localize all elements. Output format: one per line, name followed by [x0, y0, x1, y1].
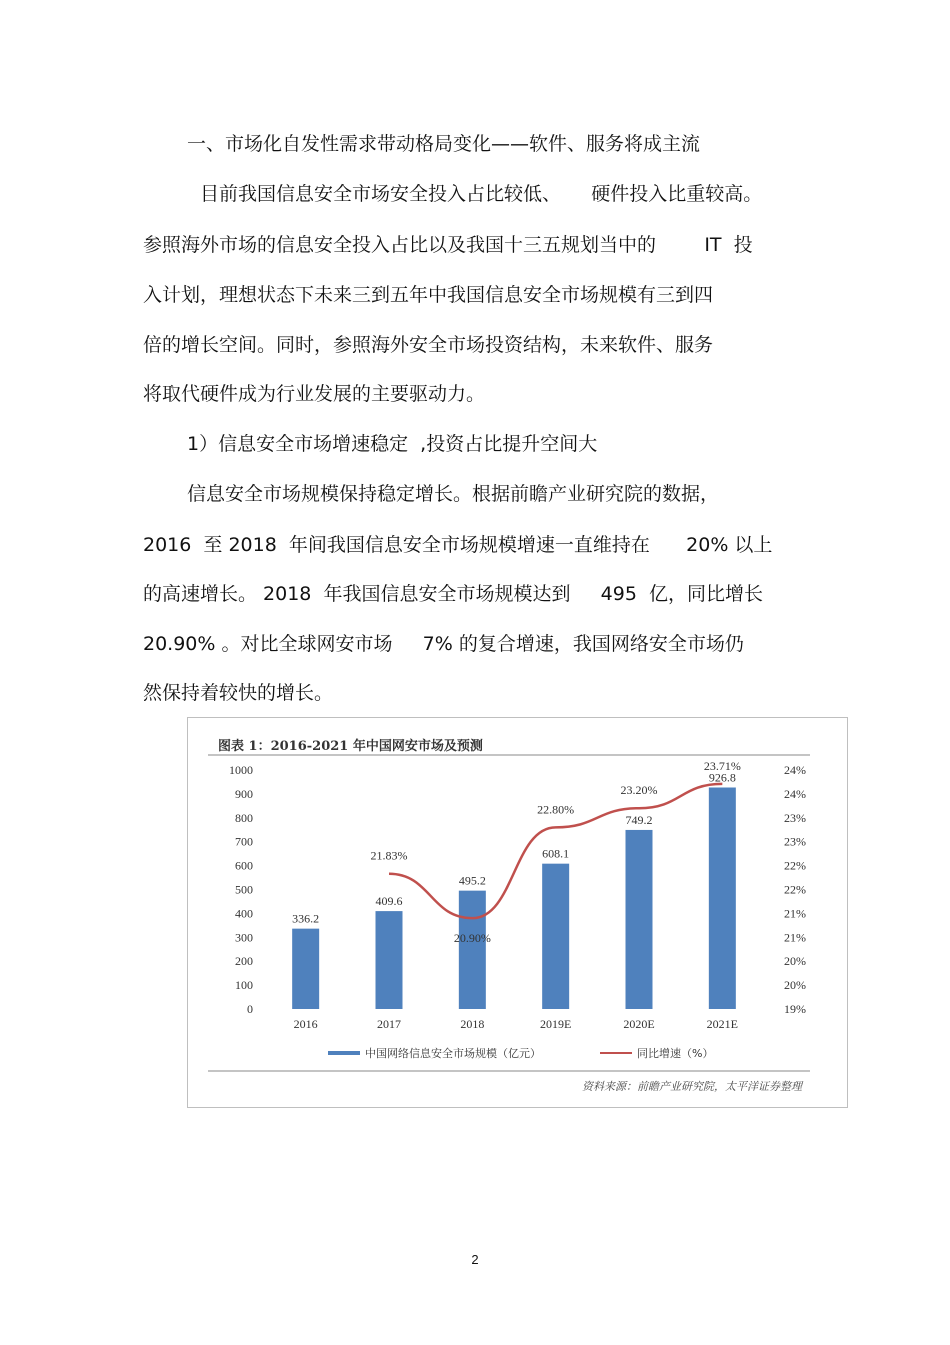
x-axis — [294, 1017, 738, 1031]
line-data-label: 23.20% — [620, 783, 658, 798]
y-right-tick-label: 22% — [784, 858, 806, 873]
y-right-tick-label: 24% — [784, 763, 806, 777]
left-axis — [229, 763, 253, 1016]
paragraph-2-line-2: 2016 至 2018 年间我国信息安全市场规模增速一直维持在 20% 以上 — [143, 534, 773, 556]
x-tick-label: 2016 — [293, 1017, 318, 1031]
y-left-tick-label: 700 — [235, 834, 253, 849]
line-data-label: 21.83% — [370, 848, 408, 863]
paragraph-2-line-3: 的高速增长。 2018 年我国信息安全市场规模达到 495 亿，同比增长 — [143, 583, 764, 605]
bar-data-label: 749.2 — [625, 812, 653, 827]
y-left-tick-label: 500 — [235, 882, 253, 897]
paragraph-2-line-4: 20.90% 。对比全球网安市场 7% 的复合增速，我国网络安全市场仍 — [143, 633, 744, 655]
chart-figure — [187, 717, 848, 1108]
bar — [376, 911, 403, 1009]
y-left-tick-label: 600 — [235, 858, 253, 873]
line-data-label: 22.80% — [537, 802, 575, 817]
legend-swatch-bar — [328, 1051, 360, 1055]
legend — [328, 1046, 713, 1060]
bar-series — [292, 770, 736, 1009]
y-right-tick-label: 22% — [784, 882, 806, 897]
y-left-tick-label: 100 — [235, 978, 253, 993]
line-data-label: 23.71% — [703, 758, 741, 773]
right-axis — [784, 763, 806, 1016]
paragraph-2-line-5: 然保持着较快的增长。 — [143, 682, 334, 704]
bar — [459, 891, 486, 1009]
bar-data-label: 336.2 — [292, 911, 320, 926]
y-left-tick-label: 200 — [235, 954, 253, 969]
paragraph-2-line-1: 信息安全市场规模保持稳定增长。根据前瞻产业研究院的数据， — [187, 483, 720, 505]
chart — [188, 718, 847, 1107]
bar — [626, 830, 653, 1009]
paragraph-1-line-5: 将取代硬件成为行业发展的主要驱动力。 — [143, 383, 486, 405]
y-left-tick-label: 0 — [247, 1002, 253, 1016]
paragraph-1-line-4: 倍的增长空间。同时，参照海外安全市场投资结构，未来软件、服务 — [143, 334, 714, 356]
chart-source: 资料来源：前瞻产业研究院，太平洋证券整理 — [582, 1080, 802, 1093]
bar — [709, 787, 736, 1009]
x-tick-label: 2020E — [623, 1017, 655, 1031]
paragraph-1-line-2: 参照海外市场的信息安全投入占比以及我国十三五规划当中的 IT 投 — [143, 234, 753, 256]
y-right-tick-label: 21% — [784, 930, 806, 945]
bar-data-label: 926.8 — [708, 770, 736, 785]
x-tick-label: 2019E — [539, 1017, 572, 1031]
bar-data-label: 608.1 — [542, 846, 570, 861]
bar-data-label: 495.2 — [458, 873, 486, 888]
legend-label-bar: 中国网络信息安全市场规模（亿元） — [365, 1047, 541, 1060]
y-left-tick-label: 800 — [235, 810, 253, 825]
line-data-label: 20.90% — [453, 931, 491, 946]
paragraph-1-line-1: 目前我国信息安全市场安全投入占比较低、 硬件投入比重较高。 — [200, 183, 763, 205]
subheading: 1）信息安全市场增速稳定 ,投资占比提升空间大 — [187, 433, 598, 455]
y-right-tick-label: 19% — [784, 1002, 806, 1016]
y-left-tick-label: 900 — [235, 786, 253, 801]
x-tick-label: 2017 — [377, 1017, 401, 1031]
y-right-tick-label: 20% — [784, 978, 806, 993]
page-number: 2 — [471, 1252, 479, 1267]
bar-data-label: 409.6 — [375, 894, 403, 909]
y-left-tick-label: 300 — [235, 930, 253, 945]
y-right-tick-label: 24% — [784, 786, 806, 801]
bar — [542, 864, 569, 1009]
y-right-tick-label: 23% — [784, 834, 806, 849]
bar — [292, 929, 319, 1009]
chart-title: 图表 1：2016-2021 年中国网安市场及预测 — [218, 739, 483, 754]
paragraph-1-line-3: 入计划，理想状态下未来三到五年中我国信息安全市场规模有三到四 — [143, 284, 714, 306]
y-left-tick-label: 400 — [235, 906, 253, 921]
y-right-tick-label: 23% — [784, 810, 806, 825]
section-heading: 一、市场化自发性需求带动格局变化——软件、服务将成主流 — [187, 133, 701, 155]
x-tick-label: 2021E — [706, 1017, 739, 1031]
y-right-tick-label: 20% — [784, 954, 806, 969]
legend-label-line: 同比增速（%） — [637, 1047, 714, 1060]
x-tick-label: 2018 — [460, 1017, 485, 1031]
y-right-tick-label: 21% — [784, 906, 806, 921]
y-left-tick-label: 1000 — [229, 763, 253, 777]
